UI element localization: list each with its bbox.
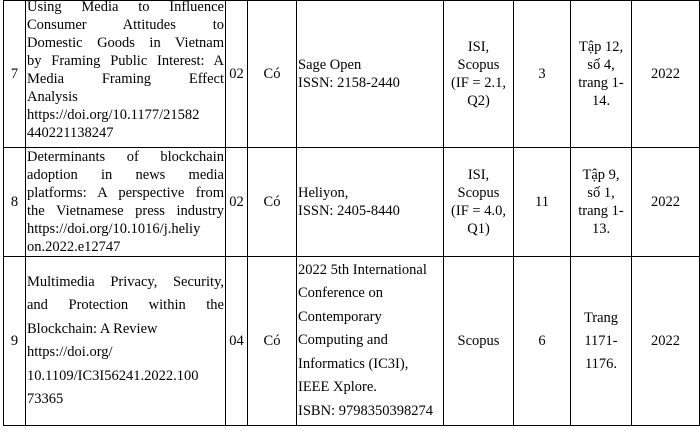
journal-issn: ISSN: 2405-8440 (298, 203, 400, 219)
conference-line: IEEE Xplore. (298, 379, 377, 396)
volume-info: Tập 9, số 1, trang 1- 13. (571, 148, 632, 257)
journal-info (297, 257, 444, 426)
doi-link[interactable]: https://doi.org/10.1016/j.heliy (27, 221, 201, 237)
citation-count: 11 (514, 148, 571, 257)
citation-count: 6 (514, 257, 571, 426)
article-title (26, 148, 226, 257)
conference-line: Computing and (298, 332, 388, 349)
title-line: Domestic Goods in Vietnam (27, 35, 224, 51)
volume-info: Trang 1171- 1176. (571, 257, 632, 426)
doi-link[interactable]: 440221138247 (27, 125, 114, 141)
journal-name: Sage Open (298, 57, 362, 73)
author-count: 02 (226, 148, 248, 257)
conference-isbn: ISBN: 9798350398274 (298, 402, 433, 419)
conference-line: Contemporary (298, 308, 382, 325)
main-author: Có (248, 257, 297, 426)
title-line: adoption in news media (27, 167, 224, 183)
article-title (26, 1, 226, 148)
title-line: and Protection within the (27, 297, 224, 313)
title-line: Multimedia Privacy, Security, (27, 273, 224, 290)
conference-line: 2022 5th International (298, 261, 427, 278)
doi-link[interactable]: https://doi.org/10.1177/21582 (27, 107, 200, 123)
title-line: the Vietnamese press industry (27, 203, 224, 219)
conference-line: Conference on (298, 285, 383, 302)
table-row (4, 148, 700, 257)
title-line: Consumer Attitudes to (27, 17, 224, 33)
author-count: 02 (226, 1, 248, 148)
doi-link[interactable]: 73365 (27, 391, 64, 407)
journal-info (297, 148, 444, 257)
main-author: Có (248, 1, 297, 148)
title-line: platforms: A perspective from (27, 185, 224, 201)
title-line: Blockchain: A Review (27, 320, 158, 337)
journal-issn: ISSN: 2158-2440 (298, 75, 400, 91)
index-info: ISI, Scopus (IF = 4.0, Q1) (444, 148, 514, 257)
table-row (4, 1, 700, 148)
title-line: by Framing Public Interest: A (27, 53, 224, 69)
author-count: 04 (226, 257, 248, 426)
publication-year: 2022 (632, 257, 700, 426)
doi-link[interactable]: https://doi.org/ (27, 344, 113, 360)
doi-link[interactable]: 10.1109/IC3I56241.2022.100 (27, 367, 199, 384)
row-number: 8 (4, 148, 26, 257)
publication-year: 2022 (632, 1, 700, 148)
publication-table (3, 0, 700, 426)
row-number: 9 (4, 257, 26, 426)
title-line: Determinants of blockchain (27, 149, 224, 165)
journal-name: Heliyon, (298, 185, 349, 201)
volume-info: Tập 12, số 4, trang 1- 14. (571, 1, 632, 148)
conference-line: Informatics (IC3I), (298, 355, 409, 372)
doi-link[interactable]: on.2022.e12747 (27, 239, 121, 255)
main-author: Có (248, 148, 297, 257)
citation-count: 3 (514, 1, 571, 148)
title-line: Analysis (27, 89, 78, 105)
journal-info (297, 1, 444, 148)
title-line: Media Framing Effect (27, 71, 224, 87)
table-row (4, 257, 700, 426)
title-line: Using Media to Influence (27, 0, 224, 15)
index-info: Scopus (444, 257, 514, 426)
article-title (26, 257, 226, 426)
index-info: ISI, Scopus (IF = 2.1, Q2) (444, 1, 514, 148)
row-number: 7 (4, 1, 26, 148)
publication-year: 2022 (632, 148, 700, 257)
